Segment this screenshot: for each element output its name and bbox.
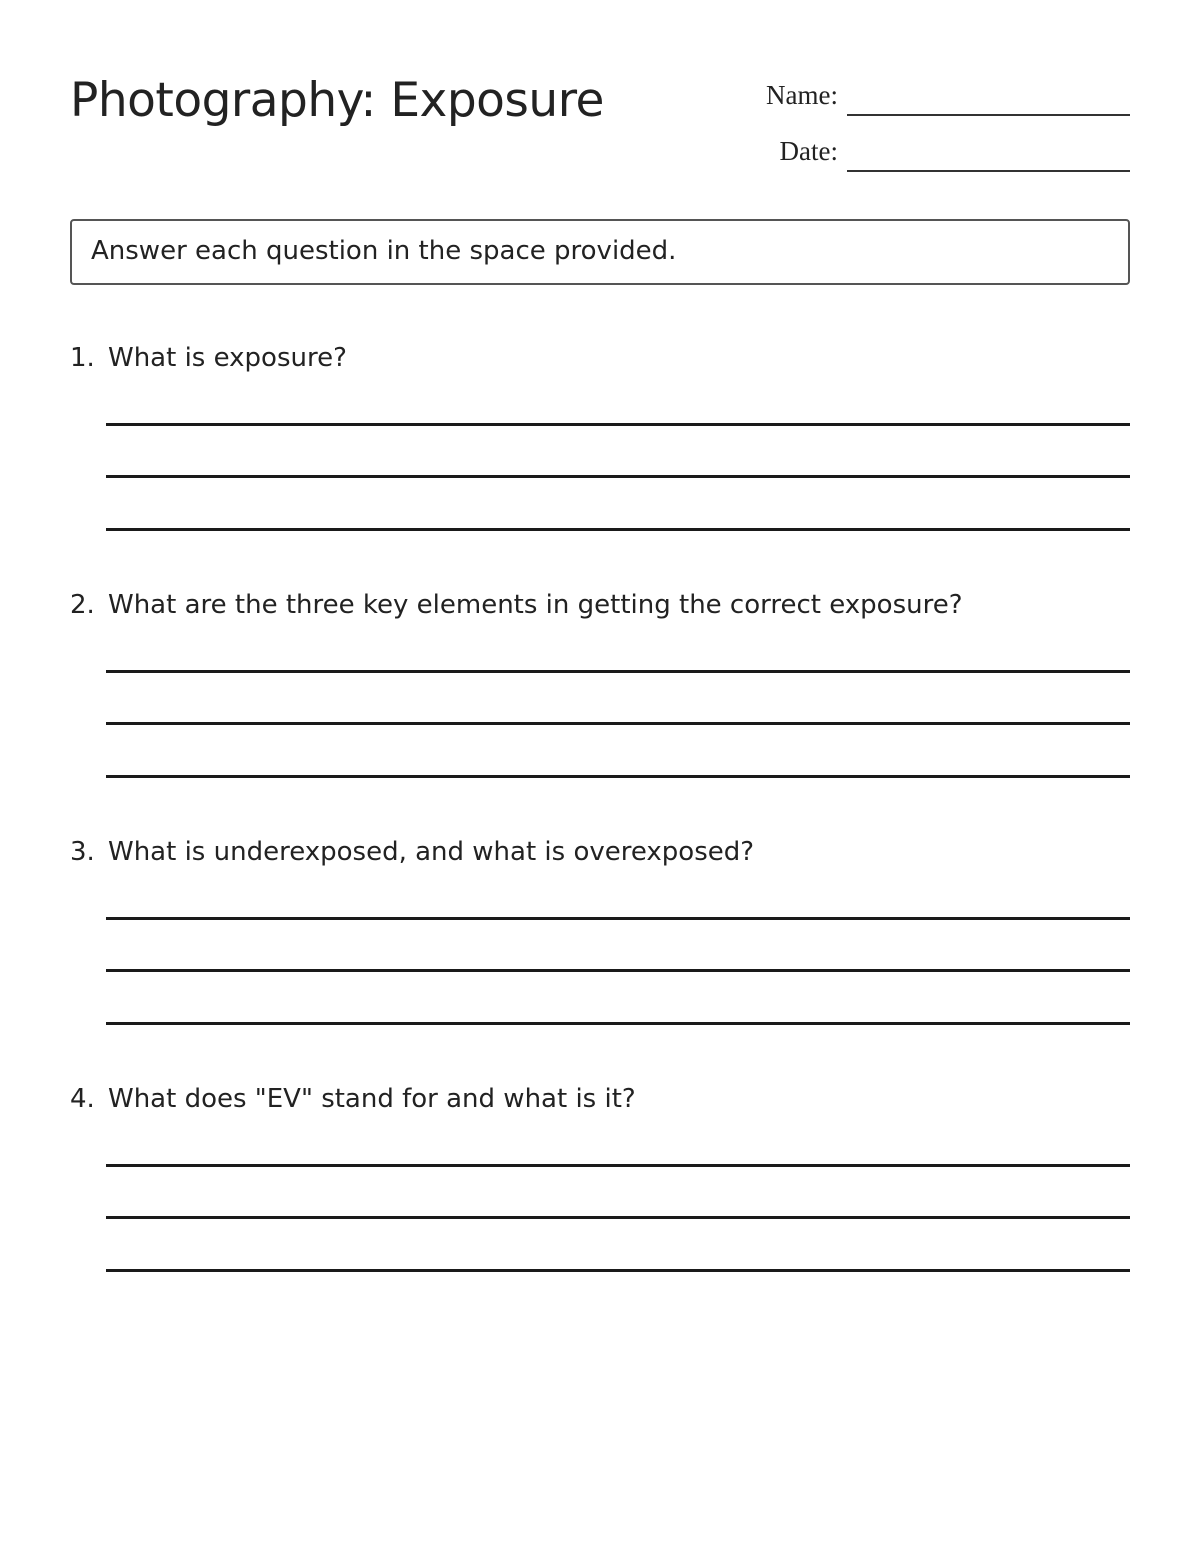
- question-number: 1.: [70, 343, 95, 373]
- question-1: [70, 341, 1130, 541]
- instructions-box: [70, 219, 1130, 285]
- question-number: 4.: [70, 1084, 95, 1114]
- page-title: Photography: Exposure: [70, 73, 604, 128]
- question-number: 3.: [70, 837, 95, 867]
- name-row: [700, 76, 1130, 116]
- name-field[interactable]: [847, 114, 1130, 116]
- answer-line[interactable]: [106, 1216, 1130, 1219]
- date-row: [700, 132, 1130, 172]
- date-field[interactable]: [847, 170, 1130, 172]
- answer-line[interactable]: [106, 1269, 1130, 1272]
- instructions-text: Answer each question in the space provided.: [91, 236, 677, 266]
- name-label: Name:: [766, 80, 838, 110]
- question-text: What is underexposed, and what is overexposed?: [108, 837, 755, 867]
- question-prompt: [70, 588, 963, 622]
- answer-line[interactable]: [106, 722, 1130, 725]
- question-text: What does "EV" stand for and what is it?: [108, 1084, 636, 1114]
- answer-line[interactable]: [106, 423, 1130, 426]
- question-prompt: [70, 341, 347, 375]
- answer-line[interactable]: [106, 775, 1130, 778]
- question-4: [70, 1082, 1130, 1282]
- question-text: What is exposure?: [108, 343, 347, 373]
- answer-line[interactable]: [106, 475, 1130, 478]
- answer-line[interactable]: [106, 969, 1130, 972]
- question-text: What are the three key elements in getting the correct exposure?: [108, 590, 963, 620]
- answer-line[interactable]: [106, 1164, 1130, 1167]
- answer-line[interactable]: [106, 1022, 1130, 1025]
- date-label: Date:: [779, 136, 838, 166]
- question-number: 2.: [70, 590, 95, 620]
- question-prompt: [70, 1082, 636, 1116]
- answer-line[interactable]: [106, 528, 1130, 531]
- question-prompt: [70, 835, 754, 869]
- answer-line[interactable]: [106, 917, 1130, 920]
- answer-line[interactable]: [106, 670, 1130, 673]
- question-3: [70, 835, 1130, 1035]
- question-2: [70, 588, 1130, 788]
